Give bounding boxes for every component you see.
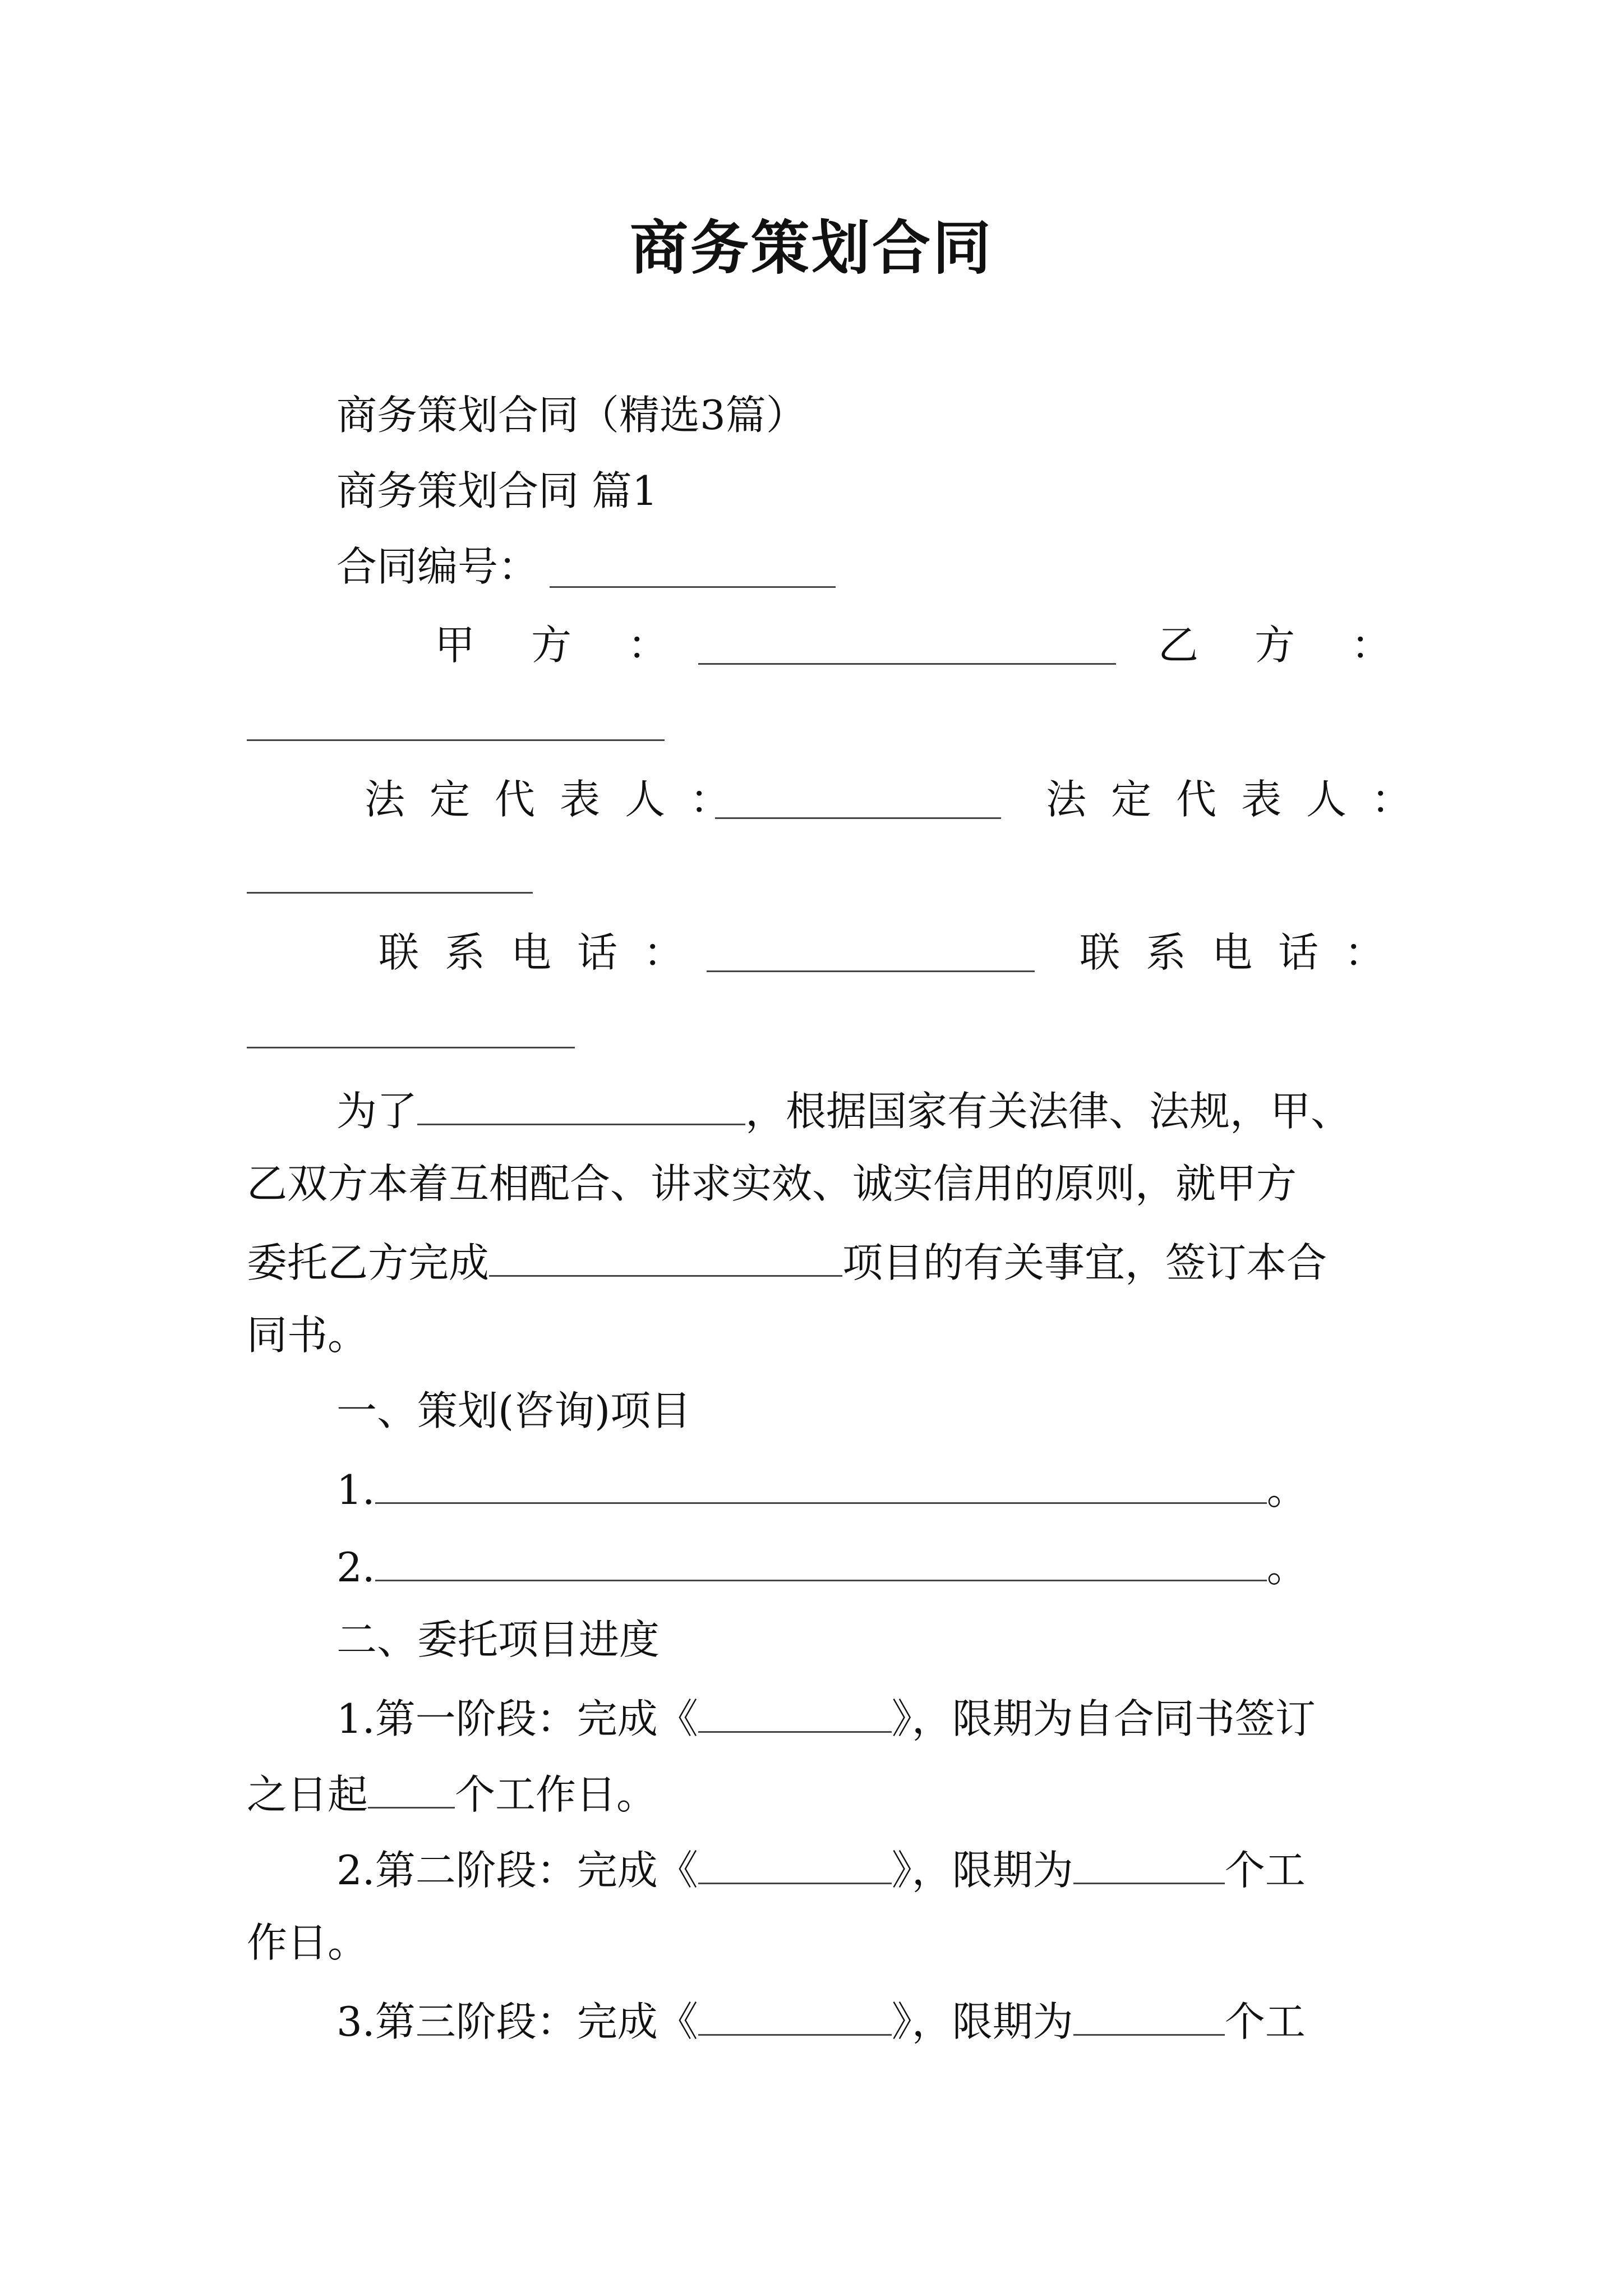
- stage-2-text-b: 》，限期为: [891, 1847, 1073, 1894]
- phone-b-label: [1080, 924, 1410, 981]
- legal-rep-b-label: [1046, 771, 1436, 827]
- stage-1-line-2: [247, 1763, 657, 1819]
- intro-text-3a: 委托乙方完成: [247, 1239, 490, 1286]
- phone-a-label-text: 联系电话：: [379, 929, 710, 976]
- legal-rep-b-label-text: 法定代表人：: [1046, 776, 1437, 823]
- stage-2-text-a: 2.第二阶段：完成《: [336, 1847, 698, 1894]
- project-blank: [489, 1231, 842, 1277]
- intro-line-2: 乙双方本着互相配合、讲求实效、诚实信用的原则，就甲方: [247, 1160, 1297, 1207]
- document-subtitle: 商务策划合同（精选3篇）: [336, 392, 806, 439]
- intro-line-4: 同书。: [247, 1312, 368, 1359]
- stage-1-text-b: 》，限期为自合同书签订: [891, 1695, 1316, 1742]
- stage-1-text-a: 1.第一阶段：完成《: [336, 1695, 698, 1742]
- legal-rep-a-blank: [715, 817, 1001, 819]
- legal-rep-a-label: [365, 771, 755, 827]
- stage-3-deliverable-blank: [698, 1990, 892, 2036]
- section-1-heading: 一、策划(咨询)项目: [336, 1387, 691, 1434]
- stage-3-days-blank: [1073, 1990, 1225, 2036]
- stage-1-text-c: 之日起: [247, 1771, 368, 1818]
- document-title: 商务策划合同: [629, 213, 993, 282]
- item-2-blank: [375, 1536, 1267, 1581]
- phone-b-blank: [247, 1047, 575, 1048]
- item-2-number: 2.: [336, 1544, 375, 1591]
- contract-number-label: 合同编号：: [336, 543, 539, 590]
- stage-2-days-blank: [1073, 1839, 1225, 1884]
- party-b-label-text: 乙方：: [1158, 622, 1448, 669]
- stage-2-line-2: 作日。: [247, 1919, 368, 1966]
- stage-3-text-c: 个工: [1224, 1998, 1306, 2045]
- stage-3-text-b: 》，限期为: [891, 1998, 1073, 2045]
- party-b-label: [1158, 617, 1447, 673]
- stage-2-line-1: [336, 1839, 1306, 1895]
- project-item-1: [336, 1458, 1307, 1515]
- phone-b-label-text: 联系电话：: [1080, 929, 1411, 976]
- party-b-blank: [247, 739, 665, 741]
- stage-1-text-d: 个工作日。: [455, 1771, 657, 1818]
- stage-2-deliverable-blank: [698, 1839, 892, 1884]
- item-1-number: 1.: [336, 1466, 375, 1513]
- stage-1-days-blank: [368, 1763, 455, 1809]
- item-1-blank: [375, 1458, 1267, 1504]
- purpose-blank: [417, 1080, 745, 1125]
- intro-text-3b: 项目的有关事宜，签订本合: [842, 1239, 1327, 1286]
- intro-line-1: [336, 1080, 1351, 1136]
- stage-1-deliverable-blank: [698, 1687, 892, 1733]
- stage-3-text-a: 3.第三阶段：完成《: [336, 1998, 698, 2045]
- item-1-period: 。: [1266, 1466, 1307, 1513]
- project-item-2: [336, 1536, 1307, 1592]
- section-heading: 商务策划合同 篇1: [336, 467, 658, 514]
- phone-a-label: [379, 924, 709, 981]
- intro-text-1b: ，根据国家有关法律、法规，甲、: [745, 1088, 1352, 1135]
- stage-3-line-1: [336, 1990, 1306, 2046]
- party-a-label-text: 甲方：: [435, 622, 725, 669]
- intro-text-1a: 为了: [336, 1088, 418, 1135]
- legal-rep-a-label-text: 法定代表人：: [365, 776, 755, 823]
- party-a-label: [435, 617, 724, 673]
- stage-2-text-c: 个工: [1224, 1847, 1306, 1894]
- section-2-heading: 二、委托项目进度: [336, 1616, 660, 1663]
- item-2-period: 。: [1266, 1544, 1307, 1591]
- stage-1-line-1: [336, 1687, 1316, 1743]
- intro-line-3: [247, 1231, 1327, 1287]
- party-a-blank: [698, 663, 1116, 665]
- phone-a-blank: [707, 970, 1035, 972]
- contract-number-blank: [550, 586, 836, 588]
- legal-rep-b-blank: [247, 892, 533, 894]
